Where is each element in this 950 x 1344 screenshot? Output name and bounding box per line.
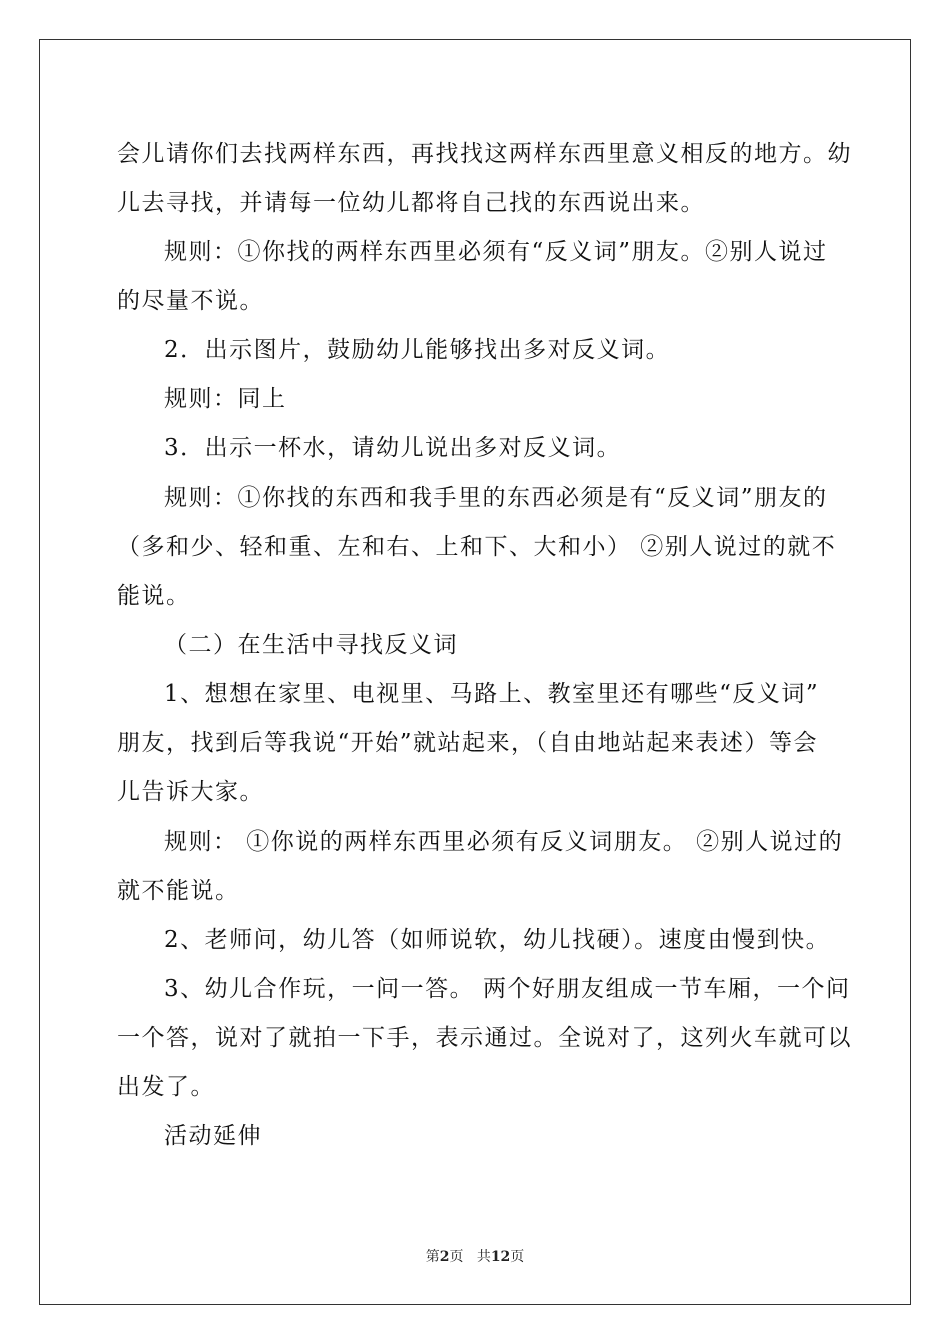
text-line: 儿告诉大家。 bbox=[117, 779, 264, 805]
section-heading: （二）在生活中寻找反义词 bbox=[164, 632, 458, 658]
text-line: 2．出示图片，鼓励幼儿能够找出多对反义词。 bbox=[164, 337, 671, 363]
text-line: 2、老师问，幼儿答（如师说软，幼儿找硬）。速度由慢到快。 bbox=[164, 927, 831, 953]
page-prefix: 第 bbox=[425, 1249, 440, 1265]
text-line: 会儿请你们去找两样东西，再找找这两样东西里意义相反的地方。幼 bbox=[117, 141, 852, 167]
page-suffix: 页 bbox=[449, 1249, 464, 1265]
text-line: 规则：①你找的东西和我手里的东西必须是有“反义词”朋友的 bbox=[164, 485, 828, 511]
total-prefix: 共 bbox=[476, 1249, 491, 1265]
text-line: 出发了。 bbox=[117, 1074, 215, 1100]
page-current: 2 bbox=[439, 1249, 450, 1265]
text-line: 3．出示一杯水，请幼儿说出多对反义词。 bbox=[164, 435, 622, 461]
page-footer bbox=[0, 1247, 950, 1267]
page-border bbox=[39, 39, 911, 1305]
text-line: 能说。 bbox=[117, 583, 191, 609]
text-line: 朋友，找到后等我说“开始”就站起来，（自由地站起来表述）等会 bbox=[117, 730, 819, 756]
page-total: 12 bbox=[490, 1249, 511, 1265]
text-line: 规则：同上 bbox=[164, 386, 287, 412]
text-line: 1、想想在家里、电视里、马路上、教室里还有哪些“反义词” bbox=[164, 681, 820, 707]
text-line: 一个答，说对了就拍一下手，表示通过。全说对了，这列火车就可以 bbox=[117, 1025, 852, 1051]
text-line: 活动延伸 bbox=[164, 1123, 262, 1149]
text-line: 儿去寻找，并请每一位幼儿都将自己找的东西说出来。 bbox=[117, 190, 705, 216]
text-line: 规则： ①你说的两样东西里必须有反义词朋友。 ②别人说过的 bbox=[164, 829, 844, 855]
total-suffix: 页 bbox=[510, 1249, 525, 1265]
text-line: 3、幼儿合作玩，一问一答。 两个好朋友组成一节车厢，一个问 bbox=[164, 976, 851, 1002]
text-line: 就不能说。 bbox=[117, 878, 240, 904]
text-line: （多和少、轻和重、左和右、上和下、大和小） ②别人说过的就不 bbox=[117, 534, 837, 560]
text-line: 的尽量不说。 bbox=[117, 288, 264, 314]
text-line: 规则：①你找的两样东西里必须有“反义词”朋友。②别人说过 bbox=[164, 239, 828, 265]
